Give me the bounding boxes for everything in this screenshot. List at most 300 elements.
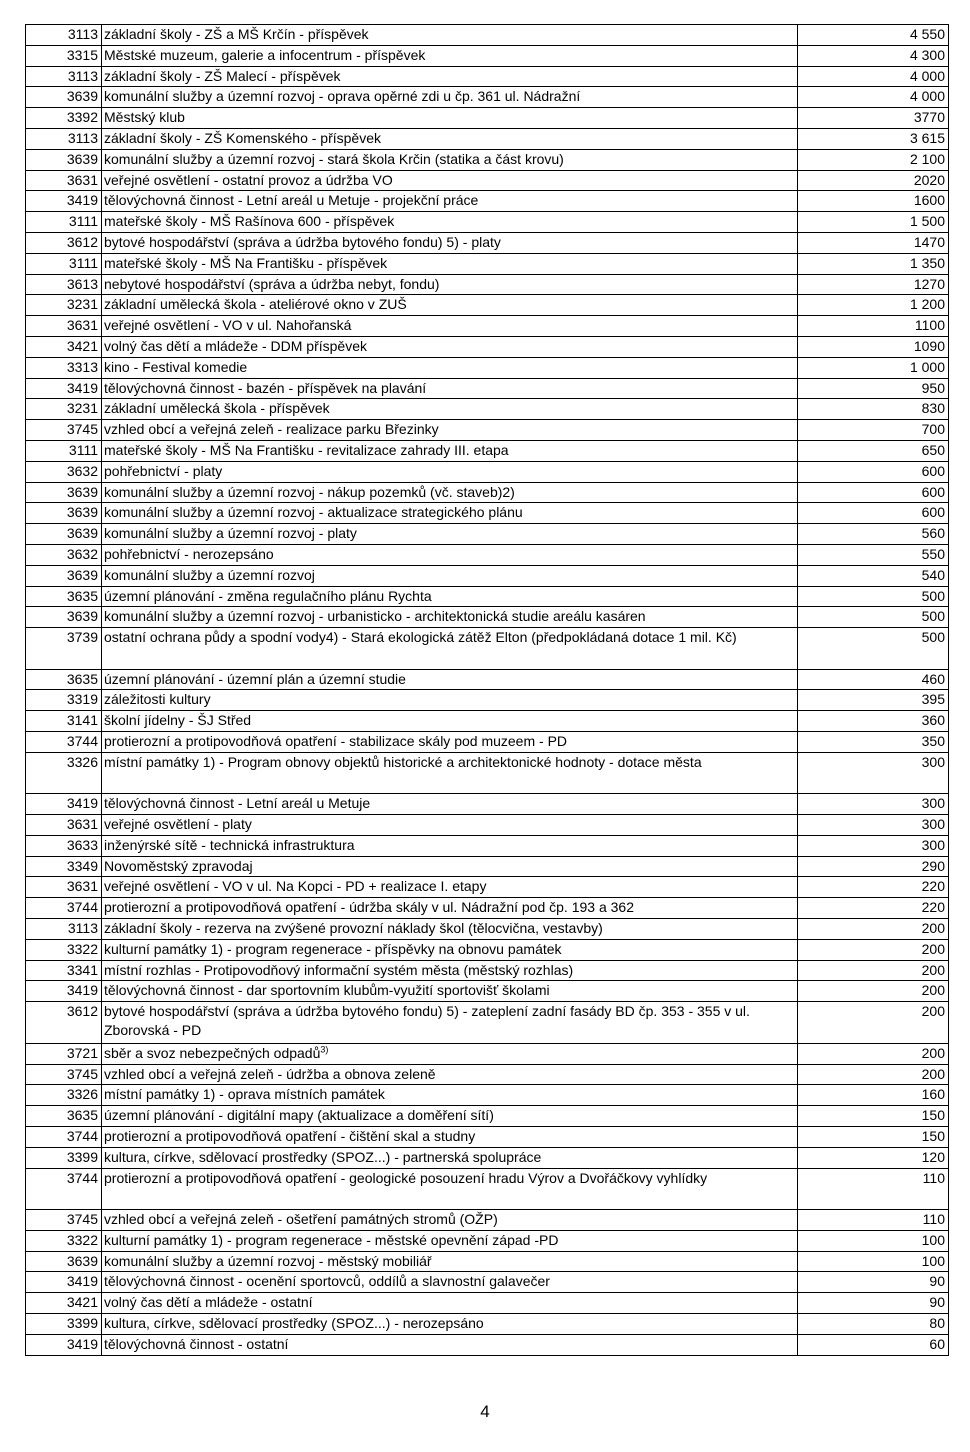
description-text: kino - Festival komedie — [104, 358, 248, 375]
amount-cell: 2 100 — [798, 149, 949, 170]
amount-cell: 560 — [798, 524, 949, 545]
description-text: tělovýchovná činnost - ocenění sportovců, oddílů a slavnostní galavečer — [104, 1273, 550, 1290]
description-cell — [102, 191, 798, 212]
paragraph-code-cell: 3635 — [26, 669, 102, 690]
paragraph-code-cell: 3631 — [26, 170, 102, 191]
description-cell — [102, 316, 798, 337]
table-row — [26, 690, 949, 711]
paragraph-code-cell: 3639 — [26, 524, 102, 545]
amount-cell: 1270 — [798, 274, 949, 295]
paragraph-code-cell: 3639 — [26, 503, 102, 524]
table-row — [26, 503, 949, 524]
paragraph-code-cell: 3631 — [26, 316, 102, 337]
paragraph-code-cell: 3635 — [26, 586, 102, 607]
description-cell — [102, 628, 798, 670]
description-text: základní umělecká škola - ateliérové okno v ZUŠ — [104, 296, 407, 313]
paragraph-code-cell: 3745 — [26, 1064, 102, 1085]
table-row — [26, 752, 949, 794]
table-row — [26, 1210, 949, 1231]
amount-cell: 395 — [798, 690, 949, 711]
paragraph-code-cell: 3113 — [26, 25, 102, 46]
paragraph-code-cell: 3421 — [26, 336, 102, 357]
description-text: volný čas dětí a mládeže - DDM příspěvek — [104, 337, 367, 354]
paragraph-code-cell: 3322 — [26, 939, 102, 960]
amount-cell: 150 — [798, 1106, 949, 1127]
paragraph-code-cell: 3349 — [26, 856, 102, 877]
table-row — [26, 1293, 949, 1314]
description-cell — [102, 586, 798, 607]
paragraph-code-cell: 3632 — [26, 544, 102, 565]
table-row — [26, 1251, 949, 1272]
description-cell — [102, 503, 798, 524]
description-cell — [102, 960, 798, 981]
table-row — [26, 295, 949, 316]
description-text: pohřebnictví - platy — [104, 462, 223, 479]
paragraph-code-cell: 3744 — [26, 1168, 102, 1210]
amount-cell: 500 — [798, 628, 949, 670]
amount-cell: 120 — [798, 1147, 949, 1168]
description-text: kultura, církve, sdělovací prostředky (SPOZ...) - nerozepsáno — [104, 1315, 484, 1332]
paragraph-code-cell: 3613 — [26, 274, 102, 295]
table-row — [26, 544, 949, 565]
description-text: tělovýchovná činnost - dar sportovním klubům-využití sportovišť školami — [104, 982, 550, 999]
table-row — [26, 1314, 949, 1335]
description-text: protierozní a protipovodňová opatření - čištění skal a studny — [104, 1127, 476, 1144]
description-text: vzhled obcí a veřejná zeleň - údržba a obnova zeleně — [104, 1065, 436, 1082]
table-row — [26, 1002, 949, 1044]
paragraph-code-cell: 3631 — [26, 815, 102, 836]
description-text: kulturní památky 1) - program regenerace - příspěvky na obnovu památek — [104, 940, 562, 957]
description-cell — [102, 856, 798, 877]
description-text: bytové hospodářství (správa a údržba bytového fondu) 5) - zateplení zadní fasády BD čp. 353 - 355 v ul. Zborovská - PD — [104, 1003, 750, 1039]
description-cell — [102, 1230, 798, 1251]
amount-cell: 160 — [798, 1085, 949, 1106]
description-cell — [102, 357, 798, 378]
paragraph-code-cell: 3419 — [26, 191, 102, 212]
amount-cell: 4 550 — [798, 25, 949, 46]
description-text: protierozní a protipovodňová opatření - údržba skály v ul. Nádražní pod čp. 193 a 362 — [104, 899, 634, 916]
paragraph-code-cell: 3315 — [26, 45, 102, 66]
description-cell — [102, 919, 798, 940]
description-cell — [102, 128, 798, 149]
table-row — [26, 316, 949, 337]
paragraph-code-cell: 3399 — [26, 1147, 102, 1168]
description-cell — [102, 1210, 798, 1231]
amount-cell: 1600 — [798, 191, 949, 212]
amount-cell: 650 — [798, 440, 949, 461]
description-text: místní památky 1) - oprava místních památek — [104, 1086, 385, 1103]
description-text: kulturní památky 1) - program regenerace - městské opevnění západ -PD — [104, 1231, 559, 1248]
amount-cell: 350 — [798, 732, 949, 753]
paragraph-code-cell: 3111 — [26, 253, 102, 274]
paragraph-code-cell: 3326 — [26, 752, 102, 794]
paragraph-code-cell: 3141 — [26, 711, 102, 732]
paragraph-code-cell: 3639 — [26, 1251, 102, 1272]
table-row — [26, 1272, 949, 1293]
amount-cell: 830 — [798, 399, 949, 420]
amount-cell: 200 — [798, 1043, 949, 1064]
amount-cell: 500 — [798, 586, 949, 607]
table-row — [26, 877, 949, 898]
description-text: bytové hospodářství (správa a údržba bytového fondu) 5) - platy — [104, 233, 501, 250]
description-text: komunální služby a územní rozvoj - nákup pozemků (vč. staveb)2) — [104, 483, 515, 500]
amount-cell: 4 300 — [798, 45, 949, 66]
description-cell — [102, 898, 798, 919]
paragraph-code-cell: 3111 — [26, 212, 102, 233]
amount-cell: 550 — [798, 544, 949, 565]
description-cell — [102, 835, 798, 856]
amount-cell: 1 000 — [798, 357, 949, 378]
paragraph-code-cell: 3419 — [26, 1334, 102, 1355]
description-cell — [102, 295, 798, 316]
description-cell — [102, 253, 798, 274]
description-cell — [102, 1168, 798, 1210]
paragraph-code-cell: 3392 — [26, 108, 102, 129]
table-row — [26, 25, 949, 46]
table-row — [26, 919, 949, 940]
description-text: mateřské školy - MŠ Na Františku - revitalizace zahrady III. etapa — [104, 441, 509, 458]
table-row — [26, 939, 949, 960]
amount-cell: 600 — [798, 482, 949, 503]
description-text: komunální služby a územní rozvoj - aktualizace strategického plánu — [104, 504, 523, 521]
description-cell — [102, 420, 798, 441]
table-row — [26, 1085, 949, 1106]
paragraph-code-cell: 3633 — [26, 835, 102, 856]
paragraph-code-cell: 3313 — [26, 357, 102, 378]
amount-cell: 2020 — [798, 170, 949, 191]
description-text: komunální služby a územní rozvoj - urbanisticko - architektonická studie areálu kasáren — [104, 608, 646, 625]
description-cell — [102, 607, 798, 628]
description-text: mateřské školy - MŠ Na Františku - příspěvek — [104, 254, 388, 271]
paragraph-code-cell: 3113 — [26, 66, 102, 87]
paragraph-code-cell: 3744 — [26, 1126, 102, 1147]
paragraph-code-cell: 3612 — [26, 232, 102, 253]
table-row — [26, 212, 949, 233]
table-row — [26, 420, 949, 441]
description-text: vzhled obcí a veřejná zeleň - realizace parku Březinky — [104, 421, 439, 438]
amount-cell: 100 — [798, 1230, 949, 1251]
description-cell — [102, 25, 798, 46]
description-text: základní školy - ZŠ Komenského - příspěvek — [104, 129, 382, 146]
description-text: komunální služby a územní rozvoj - městský mobiliář — [104, 1252, 432, 1269]
description-text: protierozní a protipovodňová opatření - geologické posouzení hradu Výrov a Dvořáčkovy vyhlídky — [104, 1169, 708, 1186]
description-text: nebytové hospodářství (správa a údržba nebyt, fondu) — [104, 275, 440, 292]
table-row — [26, 669, 949, 690]
table-row — [26, 835, 949, 856]
paragraph-code-cell: 3326 — [26, 1085, 102, 1106]
description-cell — [102, 981, 798, 1002]
description-cell — [102, 108, 798, 129]
amount-cell: 600 — [798, 503, 949, 524]
amount-cell: 220 — [798, 898, 949, 919]
description-text: komunální služby a územní rozvoj - stará škola Krčin (statika a část krovu) — [104, 150, 564, 167]
paragraph-code-cell: 3631 — [26, 877, 102, 898]
table-row — [26, 711, 949, 732]
amount-cell: 200 — [798, 960, 949, 981]
table-row — [26, 461, 949, 482]
paragraph-code-cell: 3721 — [26, 1043, 102, 1064]
paragraph-code-cell: 3111 — [26, 440, 102, 461]
table-row — [26, 1106, 949, 1127]
paragraph-code-cell: 3632 — [26, 461, 102, 482]
amount-cell: 90 — [798, 1272, 949, 1293]
description-cell — [102, 1314, 798, 1335]
table-row — [26, 898, 949, 919]
description-cell — [102, 336, 798, 357]
amount-cell: 950 — [798, 378, 949, 399]
table-row — [26, 482, 949, 503]
amount-cell: 360 — [798, 711, 949, 732]
table-row — [26, 524, 949, 545]
table-row — [26, 856, 949, 877]
description-cell — [102, 1334, 798, 1355]
table-row — [26, 1126, 949, 1147]
description-text: vzhled obcí a veřejná zeleň - ošetření památných stromů (OŽP) — [104, 1211, 498, 1228]
description-text: základní školy - rezerva na zvýšené provozní náklady škol (tělocvična, vestavby) — [104, 920, 603, 937]
description-cell — [102, 1106, 798, 1127]
description-text: veřejné osvětlení - platy — [104, 816, 252, 833]
description-text: komunální služby a územní rozvoj — [104, 566, 315, 583]
amount-cell: 1090 — [798, 336, 949, 357]
amount-cell: 300 — [798, 815, 949, 836]
paragraph-code-cell: 3419 — [26, 981, 102, 1002]
description-text: veřejné osvětlení - VO v ul. Na Kopci - PD + realizace I. etapy — [104, 878, 487, 895]
description-text: základní umělecká škola - příspěvek — [104, 400, 330, 417]
table-row — [26, 149, 949, 170]
description-text: ostatní ochrana půdy a spodní vody4) - Stará ekologická zátěž Elton (předpokládaná dotace 1 mil. Kč) — [104, 629, 737, 646]
page-number: 4 — [480, 1402, 490, 1421]
description-text: územní plánování - změna regulačního plánu Rychta — [104, 587, 432, 604]
description-cell — [102, 170, 798, 191]
table-row — [26, 607, 949, 628]
amount-cell: 60 — [798, 1334, 949, 1355]
table-row — [26, 794, 949, 815]
paragraph-code-cell: 3399 — [26, 1314, 102, 1335]
paragraph-code-cell: 3744 — [26, 898, 102, 919]
amount-cell: 300 — [798, 794, 949, 815]
description-cell — [102, 544, 798, 565]
description-cell — [102, 378, 798, 399]
description-cell — [102, 1293, 798, 1314]
footnote-marker: 3) — [320, 1044, 329, 1055]
paragraph-code-cell: 3231 — [26, 295, 102, 316]
description-text: mateřské školy - MŠ Rašínova 600 - příspěvek — [104, 213, 395, 230]
paragraph-code-cell: 3419 — [26, 794, 102, 815]
table-row — [26, 170, 949, 191]
amount-cell: 1 200 — [798, 295, 949, 316]
table-row — [26, 66, 949, 87]
description-text: tělovýchovná činnost - Letní areál u Metuje — [104, 795, 371, 812]
amount-cell: 700 — [798, 420, 949, 441]
table-row — [26, 586, 949, 607]
description-cell — [102, 1272, 798, 1293]
table-row — [26, 232, 949, 253]
amount-cell: 300 — [798, 835, 949, 856]
description-text: Městské muzeum, galerie a infocentrum - příspěvek — [104, 46, 426, 63]
paragraph-code-cell: 3113 — [26, 128, 102, 149]
amount-cell: 4 000 — [798, 66, 949, 87]
paragraph-code-cell: 3341 — [26, 960, 102, 981]
description-cell — [102, 752, 798, 794]
table-row — [26, 108, 949, 129]
description-text: školní jídelny - ŠJ Střed — [104, 712, 252, 729]
table-row — [26, 191, 949, 212]
description-cell — [102, 87, 798, 108]
description-text: Novoměstský zpravodaj — [104, 857, 253, 874]
description-cell — [102, 45, 798, 66]
table-row — [26, 981, 949, 1002]
description-text: komunální služby a územní rozvoj - oprava opěrné zdi u čp. 361 ul. Nádražní — [104, 88, 581, 105]
paragraph-code-cell: 3322 — [26, 1230, 102, 1251]
table-row — [26, 628, 949, 670]
table-row — [26, 1334, 949, 1355]
paragraph-code-cell: 3231 — [26, 399, 102, 420]
amount-cell: 500 — [798, 607, 949, 628]
amount-cell: 100 — [798, 1251, 949, 1272]
paragraph-code-cell: 3639 — [26, 482, 102, 503]
table-row — [26, 399, 949, 420]
paragraph-code-cell: 3419 — [26, 378, 102, 399]
table-row — [26, 1064, 949, 1085]
description-cell — [102, 1251, 798, 1272]
paragraph-code-cell: 3639 — [26, 149, 102, 170]
description-text: tělovýchovná činnost - ostatní — [104, 1335, 289, 1352]
description-text: tělovýchovná činnost - bazén - příspěvek na plavání — [104, 379, 427, 396]
description-cell — [102, 711, 798, 732]
description-text: územní plánování - digitální mapy (aktualizace a doměření sítí) — [104, 1107, 494, 1124]
amount-cell: 600 — [798, 461, 949, 482]
amount-cell: 3770 — [798, 108, 949, 129]
description-text: komunální služby a územní rozvoj - platy — [104, 525, 357, 542]
budget-table-body — [26, 25, 949, 1356]
description-cell — [102, 1064, 798, 1085]
table-row — [26, 565, 949, 586]
amount-cell: 1470 — [798, 232, 949, 253]
amount-cell: 200 — [798, 1064, 949, 1085]
table-row — [26, 357, 949, 378]
amount-cell: 200 — [798, 919, 949, 940]
description-cell — [102, 794, 798, 815]
table-row — [26, 128, 949, 149]
table-row — [26, 1168, 949, 1210]
description-cell — [102, 66, 798, 87]
description-cell — [102, 1043, 798, 1064]
description-cell — [102, 482, 798, 503]
paragraph-code-cell: 3639 — [26, 607, 102, 628]
description-cell — [102, 212, 798, 233]
paragraph-code-cell: 3612 — [26, 1002, 102, 1044]
budget-table — [25, 24, 949, 1356]
amount-cell: 110 — [798, 1210, 949, 1231]
description-text: tělovýchovná činnost - Letní areál u Metuje - projekční práce — [104, 192, 479, 209]
amount-cell: 200 — [798, 1002, 949, 1044]
description-text: pohřebnictví - nerozepsáno — [104, 545, 274, 562]
description-cell — [102, 1002, 798, 1044]
description-text: kultura, církve, sdělovací prostředky (SPOZ...) - partnerská spolupráce — [104, 1148, 542, 1165]
amount-cell: 110 — [798, 1168, 949, 1210]
amount-cell: 540 — [798, 565, 949, 586]
description-text: místní rozhlas - Protipovodňový informační systém města (městský rozhlas) — [104, 961, 574, 978]
paragraph-code-cell: 3639 — [26, 565, 102, 586]
table-row — [26, 440, 949, 461]
description-text: základní školy - ZŠ Malecí - příspěvek — [104, 67, 341, 84]
amount-cell: 4 000 — [798, 87, 949, 108]
amount-cell: 290 — [798, 856, 949, 877]
table-row — [26, 1043, 949, 1064]
table-row — [26, 1230, 949, 1251]
description-cell — [102, 690, 798, 711]
description-cell — [102, 877, 798, 898]
amount-cell: 3 615 — [798, 128, 949, 149]
description-cell — [102, 1085, 798, 1106]
description-cell — [102, 232, 798, 253]
description-cell — [102, 939, 798, 960]
paragraph-code-cell: 3635 — [26, 1106, 102, 1127]
description-cell — [102, 399, 798, 420]
table-row — [26, 1147, 949, 1168]
paragraph-code-cell: 3113 — [26, 919, 102, 940]
description-text: protierozní a protipovodňová opatření - stabilizace skály pod muzeem - PD — [104, 733, 568, 749]
description-cell — [102, 565, 798, 586]
table-row — [26, 378, 949, 399]
description-cell — [102, 274, 798, 295]
amount-cell: 200 — [798, 939, 949, 960]
table-row — [26, 274, 949, 295]
amount-cell: 220 — [798, 877, 949, 898]
description-text: územní plánování - územní plán a územní studie — [104, 670, 406, 687]
description-text: záležitosti kultury — [104, 691, 211, 708]
amount-cell: 300 — [798, 752, 949, 794]
description-text: Městský klub — [104, 109, 185, 126]
paragraph-code-cell: 3319 — [26, 690, 102, 711]
paragraph-code-cell: 3419 — [26, 1272, 102, 1293]
description-cell — [102, 440, 798, 461]
description-text: sběr a svoz nebezpečných odpadů — [104, 1044, 321, 1061]
description-text: inženýrské sítě - technická infrastruktura — [104, 836, 355, 853]
paragraph-code-cell: 3639 — [26, 87, 102, 108]
amount-cell: 80 — [798, 1314, 949, 1335]
amount-cell: 200 — [798, 981, 949, 1002]
description-cell — [102, 1147, 798, 1168]
paragraph-code-cell: 3744 — [26, 732, 102, 753]
description-text: volný čas dětí a mládeže - ostatní — [104, 1294, 313, 1311]
table-row — [26, 336, 949, 357]
table-row — [26, 960, 949, 981]
description-cell — [102, 461, 798, 482]
paragraph-code-cell: 3421 — [26, 1293, 102, 1314]
description-text: základní školy - ZŠ a MŠ Krčín - příspěvek — [104, 26, 369, 42]
description-cell — [102, 815, 798, 836]
description-cell — [102, 1126, 798, 1147]
amount-cell: 90 — [798, 1293, 949, 1314]
description-cell — [102, 524, 798, 545]
table-row — [26, 732, 949, 753]
table-row — [26, 87, 949, 108]
amount-cell: 150 — [798, 1126, 949, 1147]
amount-cell: 1 500 — [798, 212, 949, 233]
table-row — [26, 253, 949, 274]
description-cell — [102, 669, 798, 690]
amount-cell: 1100 — [798, 316, 949, 337]
paragraph-code-cell: 3739 — [26, 628, 102, 670]
description-cell — [102, 149, 798, 170]
paragraph-code-cell: 3745 — [26, 420, 102, 441]
paragraph-code-cell: 3745 — [26, 1210, 102, 1231]
amount-cell: 460 — [798, 669, 949, 690]
description-text: místní památky 1) - Program obnovy objektů historické a architektonické hodnoty - dotace města — [104, 753, 702, 770]
description-text: veřejné osvětlení - VO v ul. Nahořanská — [104, 317, 352, 334]
description-cell — [102, 732, 798, 753]
